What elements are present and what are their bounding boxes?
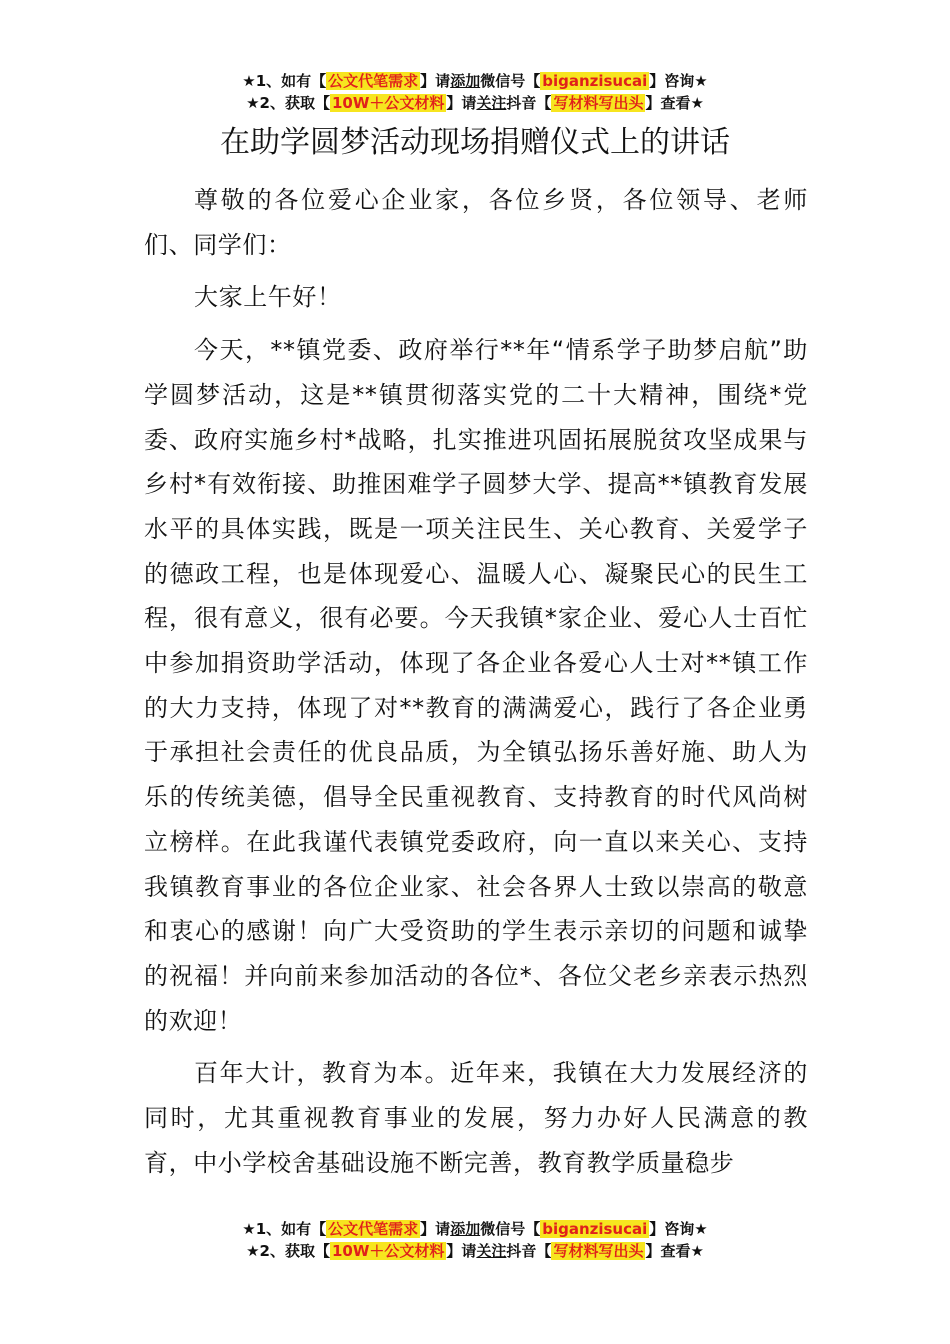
promo-text: 微信号【 xyxy=(480,72,541,90)
promo-text: 】查看★ xyxy=(645,1242,704,1260)
promo-highlight: 公文代笔需求 xyxy=(328,72,419,90)
promo-emphasis: 关注 xyxy=(476,1242,507,1260)
promo-line-2 xyxy=(0,1240,950,1262)
document-title: 在助学圆梦活动现场捐赠仪式上的讲话 xyxy=(220,125,730,160)
promo-emphasis: 关注 xyxy=(476,94,507,112)
promo-text: 抖音【 xyxy=(506,1242,552,1260)
greeting-paragraph: 大家上午好！ xyxy=(194,283,342,312)
promo-text: 微信号【 xyxy=(480,1220,541,1238)
promo-highlight: 公文代笔需求 xyxy=(328,1220,419,1238)
promo-text: ★1、如有【 xyxy=(242,72,327,90)
promo-highlight: 10W＋公文材料 xyxy=(331,1242,445,1260)
salutation-paragraph: 尊敬的各位爱心企业家，各位乡贤，各位领导、老师们、同学们： xyxy=(144,186,808,259)
promo-highlight: 写材料写出头 xyxy=(553,94,644,112)
promo-emphasis: 添加 xyxy=(450,1220,481,1238)
promo-text: ★1、如有【 xyxy=(242,1220,327,1238)
promo-text: 抖音【 xyxy=(506,94,552,112)
promo-text: 】查看★ xyxy=(645,94,704,112)
promo-text: 】请 xyxy=(446,94,477,112)
promo-text: 】请 xyxy=(446,1242,477,1260)
promo-emphasis: 添加 xyxy=(450,72,481,90)
promo-text: ★2、获取【 xyxy=(246,94,330,112)
promo-text: 】咨询★ xyxy=(649,1220,708,1238)
promo-highlight: 写材料写出头 xyxy=(553,1242,644,1260)
promo-highlight: 10W＋公文材料 xyxy=(331,94,445,112)
body-paragraph: 百年大计，教育为本。近年来，我镇在大力发展经济的同时，尤其重视教育事业的发展，努力办好人民满意的教育，中小学校舍基础设施不断完善，教育教学质量稳步 xyxy=(144,1059,808,1177)
promo-banner-top xyxy=(0,70,950,114)
promo-banner-bottom xyxy=(0,1218,950,1262)
document-body xyxy=(144,178,808,1193)
promo-text: 】请 xyxy=(420,1220,451,1238)
promo-line-1 xyxy=(0,70,950,92)
promo-text: 】咨询★ xyxy=(649,72,708,90)
body-paragraph: 今天，**镇党委、政府举行**年“情系学子助梦启航”助学圆梦活动，这是**镇贯彻落实党的二十大精神，围绕*党委、政府实施乡村*战略，扎实推进巩固拓展脱贫攻坚成果与乡村*有效衔接、助推困难学子圆梦大学、提高**镇教育发展水平的具体实践，既是一项关注民生、关心教育、关爱学子的德政工程，也是体现爱心、温暖人心、凝聚民心的民生工程，很有意义，很有必要。今天我镇*家企业、爱心人士百忙中参加捐资助学活动，体现了各企业各爱心人士对**镇工作的大力支持，体现了对**教育的满满爱心，践行了各企业勇于承担社会责任的优良品质，为全镇弘扬乐善好施、助人为乐的传统美德，倡导全民重视教育、支持教育的时代风尚树立榜样。在此我谨代表镇党委政府，向一直以来关心、支持我镇教育事业的各位企业家、社会各界人士致以崇高的敬意和衷心的感谢！向广大受资助的学生表示亲切的问题和诚挚的祝福！并向前来参加活动的各位*、各位父老乡亲表示热烈的欢迎！ xyxy=(144,336,808,1035)
promo-highlight: biganzisucai xyxy=(542,1220,648,1238)
promo-line-2 xyxy=(0,92,950,114)
promo-text: ★2、获取【 xyxy=(246,1242,330,1260)
promo-text: 】请 xyxy=(420,72,451,90)
promo-highlight: biganzisucai xyxy=(542,72,648,90)
promo-line-1 xyxy=(0,1218,950,1240)
